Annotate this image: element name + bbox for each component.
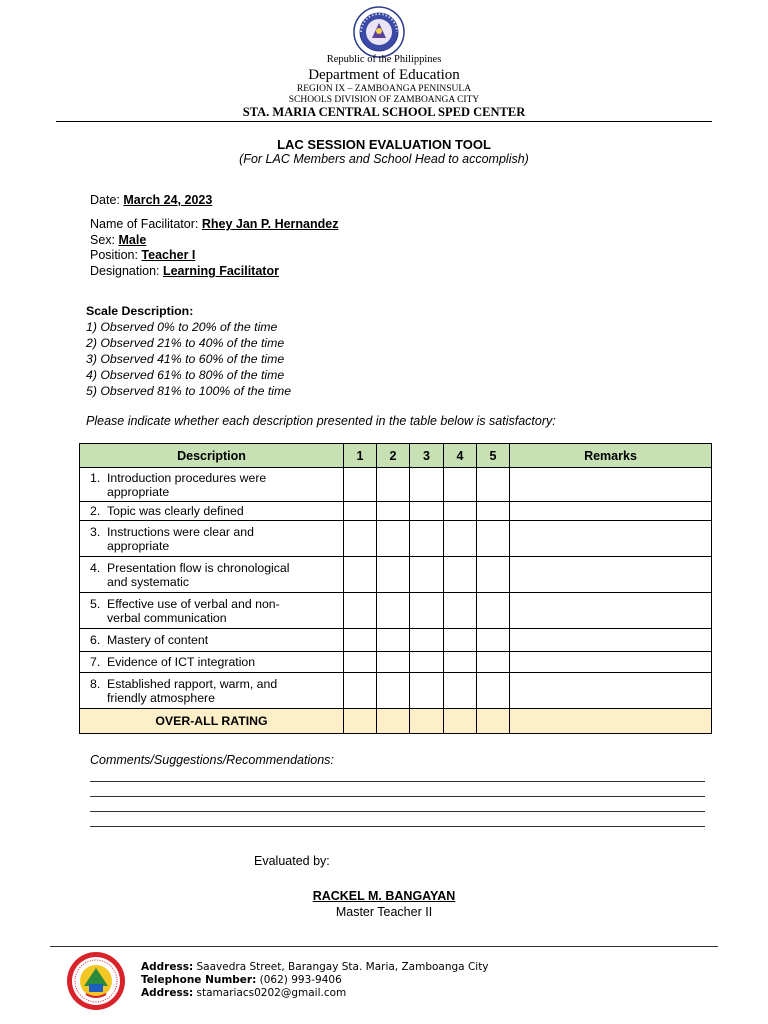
scale-item-2: 2) Observed 21% to 40% of the time xyxy=(86,336,285,350)
row-text-line2: friendly atmosphere xyxy=(107,690,215,705)
sex-field xyxy=(90,233,146,247)
scale-item-5: 5) Observed 81% to 100% of the time xyxy=(86,384,292,398)
comment-line[interactable] xyxy=(90,781,705,782)
rating-cell[interactable] xyxy=(410,502,444,521)
department-line: Department of Education xyxy=(308,67,460,83)
rating-cell[interactable] xyxy=(444,468,477,502)
designation-field xyxy=(90,264,279,278)
row-number: 5. xyxy=(90,596,101,611)
rating-cell[interactable] xyxy=(377,673,410,709)
comment-line[interactable] xyxy=(90,811,705,812)
designation-value: Learning Facilitator xyxy=(162,264,279,278)
overall-rating-cell[interactable] xyxy=(410,709,444,734)
rating-cell[interactable] xyxy=(377,593,410,629)
rating-cell[interactable] xyxy=(377,652,410,673)
rating-cell[interactable] xyxy=(477,557,510,593)
footer-address xyxy=(141,961,489,973)
rating-cell[interactable] xyxy=(377,629,410,652)
row-text-line1: Mastery of content xyxy=(107,633,209,647)
school-seal-icon xyxy=(62,950,130,1012)
position-label: Position: xyxy=(90,248,142,262)
table-row xyxy=(80,502,712,521)
rating-cell[interactable] xyxy=(344,652,377,673)
republic-line: Republic of the Philippines xyxy=(326,54,442,65)
rating-cell[interactable] xyxy=(344,502,377,521)
rating-cell[interactable] xyxy=(410,557,444,593)
rating-cell[interactable] xyxy=(410,652,444,673)
rating-cell[interactable] xyxy=(377,521,410,557)
facilitator-field xyxy=(90,217,338,231)
remarks-cell[interactable] xyxy=(510,593,712,629)
row-text-line1: Instructions were clear and xyxy=(107,524,254,539)
rating-cell[interactable] xyxy=(444,521,477,557)
rating-cell[interactable] xyxy=(377,557,410,593)
row-number: 8. xyxy=(90,676,101,691)
rating-cell[interactable] xyxy=(477,673,510,709)
row-text-line1: Effective use of verbal and non- xyxy=(107,596,280,611)
row-number: 1. xyxy=(90,470,101,485)
email-value: stamariacs0202@gmail.com xyxy=(193,987,347,999)
row-text-line1: Presentation flow is chronological xyxy=(107,560,290,575)
header-divider xyxy=(56,121,712,122)
rating-cell[interactable] xyxy=(344,593,377,629)
position-field xyxy=(90,248,195,262)
overall-rating-cell[interactable] xyxy=(344,709,377,734)
table-row xyxy=(80,629,712,652)
remarks-cell[interactable] xyxy=(510,629,712,652)
region-line: REGION IX – ZAMBOANGA PENINSULA xyxy=(296,84,472,94)
sex-label: Sex: xyxy=(90,233,119,247)
row-number: 2. xyxy=(90,504,101,518)
rating-cell[interactable] xyxy=(344,468,377,502)
rating-cell[interactable] xyxy=(410,593,444,629)
header-scale-5: 5 xyxy=(477,444,510,468)
evaluation-table xyxy=(79,443,712,734)
overall-rating-cell[interactable] xyxy=(377,709,410,734)
rating-cell[interactable] xyxy=(444,629,477,652)
overall-rating-row xyxy=(80,709,712,734)
email-label: Address: xyxy=(141,987,194,999)
header-remarks: Remarks xyxy=(510,444,712,468)
phone-value: (062) 993-9406 xyxy=(256,974,342,986)
row-number: 4. xyxy=(90,560,101,575)
overall-remarks-cell[interactable] xyxy=(510,709,712,734)
rating-cell[interactable] xyxy=(444,502,477,521)
footer-phone xyxy=(141,974,342,986)
row-number: 6. xyxy=(90,633,101,647)
date-label: Date: xyxy=(90,193,124,207)
comment-line[interactable] xyxy=(90,796,705,797)
comments-label: Comments/Suggestions/Recommendations: xyxy=(90,753,334,767)
header-scale-4: 4 xyxy=(444,444,477,468)
facilitator-label: Name of Facilitator: xyxy=(90,217,202,231)
rating-cell[interactable] xyxy=(477,468,510,502)
facilitator-value: Rhey Jan P. Hernandez xyxy=(201,217,339,231)
comment-line[interactable] xyxy=(90,826,705,827)
row-description xyxy=(80,468,344,502)
rating-cell[interactable] xyxy=(410,468,444,502)
address-label: Address: xyxy=(141,961,194,973)
rating-cell[interactable] xyxy=(410,521,444,557)
rating-cell[interactable] xyxy=(377,468,410,502)
table-row xyxy=(80,652,712,673)
rating-cell[interactable] xyxy=(477,652,510,673)
table-row xyxy=(80,673,712,709)
remarks-cell[interactable] xyxy=(510,468,712,502)
row-text-line2: appropriate xyxy=(107,538,170,553)
evaluator-name: RACKEL M. BANGAYAN xyxy=(312,889,456,903)
date-field xyxy=(90,193,212,207)
footer-email xyxy=(141,987,346,999)
rating-cell[interactable] xyxy=(410,629,444,652)
header-scale-2: 2 xyxy=(377,444,410,468)
instruction-text: Please indicate whether each description presented in the table below is satisfactory: xyxy=(86,414,556,428)
remarks-cell[interactable] xyxy=(510,502,712,521)
scale-item-4: 4) Observed 61% to 80% of the time xyxy=(86,368,285,382)
designation-label: Designation: xyxy=(90,264,163,278)
rating-cell[interactable] xyxy=(444,557,477,593)
rating-cell[interactable] xyxy=(344,629,377,652)
form-subtitle: (For LAC Members and School Head to accomplish) xyxy=(239,152,529,166)
row-number: 7. xyxy=(90,655,101,669)
table-row xyxy=(80,557,712,593)
rating-cell[interactable] xyxy=(344,557,377,593)
table-header-row xyxy=(80,444,712,468)
school-name: STA. MARIA CENTRAL SCHOOL SPED CENTER xyxy=(242,105,526,119)
rating-cell[interactable] xyxy=(444,593,477,629)
remarks-cell[interactable] xyxy=(510,652,712,673)
row-description xyxy=(80,593,344,629)
row-description xyxy=(80,521,344,557)
remarks-cell[interactable] xyxy=(510,673,712,709)
overall-rating-cell[interactable] xyxy=(477,709,510,734)
row-description xyxy=(80,502,344,521)
remarks-cell[interactable] xyxy=(510,521,712,557)
overall-rating-cell[interactable] xyxy=(444,709,477,734)
rating-cell[interactable] xyxy=(477,521,510,557)
row-description xyxy=(80,673,344,709)
header-description: Description xyxy=(80,444,344,468)
rating-cell[interactable] xyxy=(344,673,377,709)
rating-cell[interactable] xyxy=(477,629,510,652)
rating-cell[interactable] xyxy=(444,673,477,709)
scale-heading: Scale Description: xyxy=(86,304,194,318)
rating-cell[interactable] xyxy=(477,593,510,629)
evaluated-by-label: Evaluated by: xyxy=(254,854,330,868)
row-text-line2: and systematic xyxy=(107,574,190,589)
row-number: 3. xyxy=(90,524,101,539)
row-text-line2: appropriate xyxy=(107,484,170,499)
sex-value: Male xyxy=(118,233,147,247)
table-row xyxy=(80,593,712,629)
table-row xyxy=(80,521,712,557)
phone-label: Telephone Number: xyxy=(141,974,257,986)
position-value: Teacher I xyxy=(141,248,196,262)
row-description xyxy=(80,652,344,673)
rating-cell[interactable] xyxy=(344,521,377,557)
header-scale-3: 3 xyxy=(410,444,444,468)
evaluator-title: Master Teacher II xyxy=(335,905,433,919)
row-text-line2: verbal communication xyxy=(107,610,227,625)
scale-item-1: 1) Observed 0% to 20% of the time xyxy=(86,320,278,334)
header-scale-1: 1 xyxy=(344,444,377,468)
address-value: Saavedra Street, Barangay Sta. Maria, Zamboanga City xyxy=(193,961,489,973)
row-text-line1: Introduction procedures were xyxy=(107,470,267,485)
date-value: March 24, 2023 xyxy=(123,193,213,207)
deped-seal-icon xyxy=(353,6,405,58)
row-description xyxy=(80,557,344,593)
row-text-line1: Topic was clearly defined xyxy=(107,504,244,518)
remarks-cell[interactable] xyxy=(510,557,712,593)
row-text-line1: Established rapport, warm, and xyxy=(107,676,278,691)
table-row xyxy=(80,468,712,502)
rating-cell[interactable] xyxy=(377,502,410,521)
rating-cell[interactable] xyxy=(477,502,510,521)
rating-cell[interactable] xyxy=(410,673,444,709)
overall-rating-label: OVER-ALL RATING xyxy=(80,709,344,734)
footer-divider xyxy=(50,946,718,947)
rating-cell[interactable] xyxy=(444,652,477,673)
row-text-line1: Evidence of ICT integration xyxy=(107,655,256,669)
division-line: SCHOOLS DIVISION OF ZAMBOANGA CITY xyxy=(288,95,480,105)
scale-item-3: 3) Observed 41% to 60% of the time xyxy=(86,352,285,366)
row-description xyxy=(80,629,344,652)
form-title: LAC SESSION EVALUATION TOOL xyxy=(277,137,491,152)
